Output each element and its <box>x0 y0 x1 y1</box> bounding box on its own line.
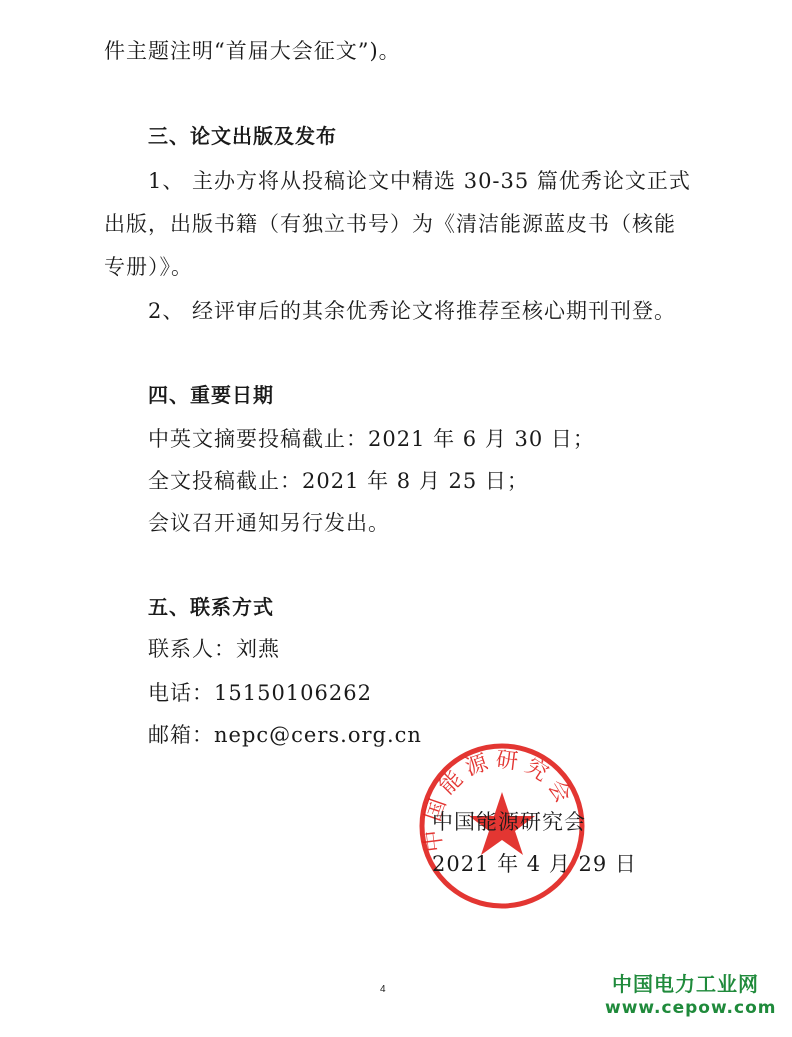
section-3-item-2: 2、 经评审后的其余优秀论文将推荐至核心期刊刊登。 <box>148 299 677 323</box>
signature-date: 2021 年 4 月 29 日 <box>432 852 637 876</box>
section-3-item-1-line-2: 出版，出版书籍（有独立书号）为《清洁能源蓝皮书（核能 <box>104 212 676 236</box>
contact-phone: 电话：15150106262 <box>148 681 372 705</box>
meeting-notice: 会议召开通知另行发出。 <box>148 511 390 535</box>
section-4-title: 四、重要日期 <box>148 383 274 407</box>
seal-text: 中国能源研究会 <box>419 747 579 854</box>
section-3-item-1-line-1: 1、 主办方将从投稿论文中精选 30-35 篇优秀论文正式 <box>148 169 691 193</box>
abstract-deadline: 中英文摘要投稿截止：2021 年 6 月 30 日； <box>148 427 595 451</box>
contact-email: 邮箱：nepc@cers.org.cn <box>148 723 422 747</box>
section-3-item-1-line-3: 专册）》。 <box>104 255 193 279</box>
watermark-site-url: www.cepow.com <box>605 998 777 1018</box>
fulltext-deadline: 全文投稿截止：2021 年 8 月 25 日； <box>148 469 529 493</box>
section-5-title: 五、联系方式 <box>148 595 274 619</box>
intro-line: 件主题注明“首届大会征文”)。 <box>104 39 401 63</box>
contact-person: 联系人：刘燕 <box>148 637 280 661</box>
watermark-site-name: 中国电力工业网 <box>612 972 759 996</box>
page-number: 4 <box>380 984 386 995</box>
section-3-title: 三、论文出版及发布 <box>148 124 337 148</box>
signature-organization: 中国能源研究会 <box>432 810 586 834</box>
